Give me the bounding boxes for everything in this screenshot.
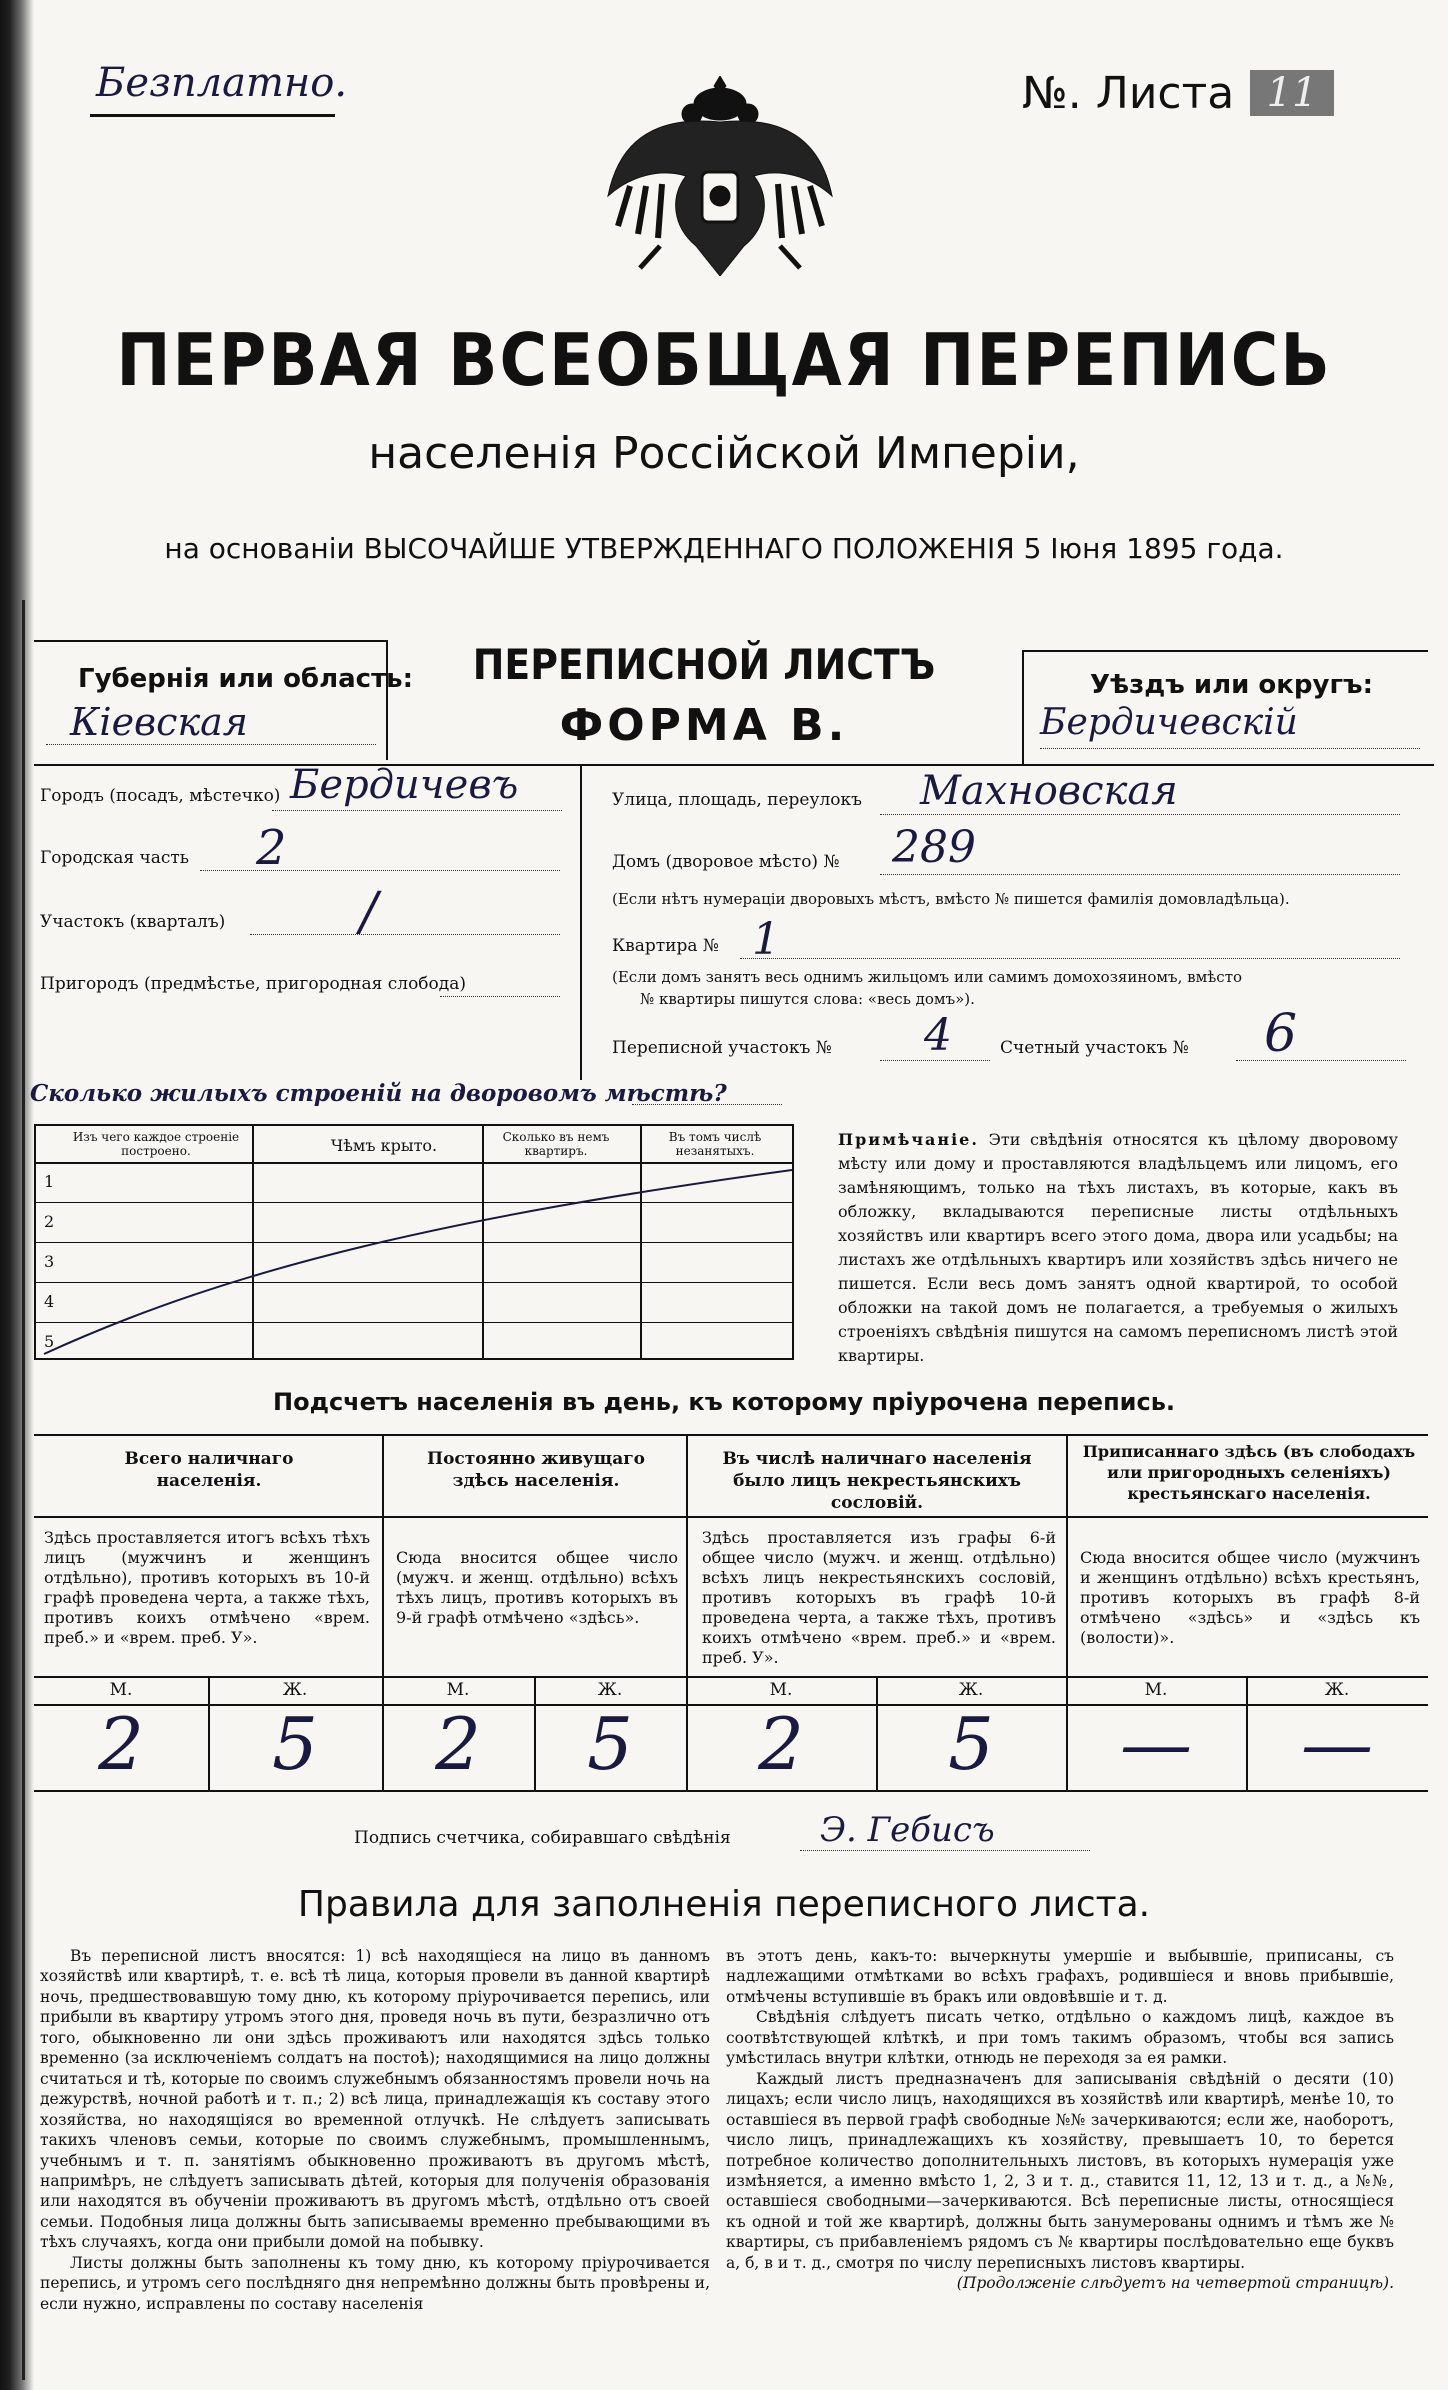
suburb-label: Пригородъ (предмѣстье, пригородная слобода) — [40, 974, 467, 994]
apartment-dots — [740, 958, 1400, 959]
pop-f-label-2: Ж. — [597, 1680, 623, 1700]
pop-col-3-head: Въ числѣ наличнаго населенія было лицъ некрестьянскихъ сословій. — [722, 1449, 1032, 1514]
buildings-note-text: Эти свѣдѣнія относятся къ цѣлому дворовому мѣсту или дому и проставляются владѣльцемъ или лицомъ, его замѣняющимъ, только на тѣхъ листахъ, въ которые, какъ въ обложку, вкладываются переписные листы отдѣльныхъ хозяйствъ или квартиръ всего этого дома, двора или усадьбы; на листахъ же отдѣльныхъ квартиръ или хозяйствъ здѣсь ничего не пишется. Если весь домъ занятъ одной квартирой, то особой обложки на такой домъ не полагается, а требуемыя о жилыхъ строеніяхъ свѣдѣнія пишутся на самомъ переписномъ листѣ этой квартиры. — [838, 1130, 1398, 1365]
district-value: / — [360, 882, 378, 942]
pop-value-4-m: — — [1120, 1702, 1192, 1786]
pop-f-label-4: Ж. — [1324, 1680, 1350, 1700]
buildings-question: Сколько жилыхъ строеній на дворовомъ мѣстѣ? — [30, 1080, 727, 1107]
street-label: Улица, площадь, переулокъ — [612, 790, 862, 810]
pop-mf-line — [34, 1676, 1428, 1678]
rules-left-text: Въ переписной листъ вносятся: 1) всѣ находящіеся на лицо въ данномъ хозяйствѣ или квартирѣ, т. е. всѣ тѣ лица, которыя провели въ данной квартирѣ ночь, предшествовавшую тому дню, къ которому пріурочивается перепись, или прибыли въ квартиру утромъ этого дня, проведя ночь въ пути, безразлично отъ того, обыкновенно ли они здѣсь проживаютъ или находятся здѣсь только временно (за исключеніемъ солдатъ на постоѣ); находящимися на лицо должны считаться и тѣ, которые по своимъ служебнымъ обязанностямъ провели ночь на дежурствѣ, ночной работѣ и т. п.; 2) всѣ лица, принадлежащія къ составу этого хозяйства, но находящіяся во временной отлучкѣ. Не слѣдуетъ записывать такихъ членовъ семьи, которые по своимъ служебнымъ, промышленнымъ, учебнымъ и т. п. занятіямъ обыкновенно проживаютъ въ другомъ мѣстѣ, напримѣръ, не слѣдуетъ записывать дѣтей, которыя для полученія образованія или находятся въ обученіи проживаютъ въ другомъ мѣстѣ, отдѣльно отъ своей семьи. Подобныя лица должны быть записываемы временно пребывающими въ тѣхъ случаяхъ, когда они прибыли домой на побывку. — [40, 1947, 710, 2252]
street-value: Махновская — [920, 768, 1178, 814]
uezd-dots — [1040, 748, 1420, 749]
pop-value-3-m: 2 — [758, 1702, 804, 1786]
rules-right-text-2: Свѣдѣнія слѣдуетъ писать четко, отдѣльно о каждомъ лицѣ, каждое въ соотвѣтствующей клѣткѣ, и при томъ такимъ образомъ, чтобы вся запись умѣстилась внутри клѣтки, отнюдь не переходя за ея рамки. — [726, 2008, 1394, 2068]
buildings-col-2-head: Чѣмъ крыто. — [330, 1136, 438, 1155]
count-area-value: 6 — [1264, 1004, 1298, 1064]
gubernia-dots — [46, 744, 376, 745]
form-box-right-divider — [1022, 650, 1024, 766]
pop-m-label-1: М. — [109, 1680, 133, 1700]
pop-value-4-f: — — [1301, 1702, 1373, 1786]
free-label-underline — [90, 114, 335, 117]
buildings-col-1-head: Изъ чего каждое строеніе построено. — [72, 1130, 240, 1159]
buildings-row-2: 2 — [44, 1212, 55, 1231]
suburb-dots — [440, 996, 560, 997]
house-value: 289 — [892, 822, 976, 873]
rules-right-text-1: въ этотъ день, какъ-то: вычеркнуты умершіе и выбывшіе, приписаны, съ надлежащими отмѣтками во всѣхъ графахъ, родившіеся и вновь прибывшіе, отмѣчены вступившіе въ бракъ или овдовѣвшіе и т. д. — [726, 1947, 1394, 2006]
house-note: (Если нѣтъ нумераціи дворовыхъ мѣстъ, вмѣсто № пишется фамилія домовладѣльца). — [612, 890, 1290, 908]
imperial-eagle-emblem — [600, 76, 840, 276]
buildings-row-5: 5 — [44, 1332, 55, 1351]
gubernia-value: Кіевская — [70, 700, 248, 744]
apartment-label: Квартира № — [612, 936, 719, 956]
buildings-note — [838, 1128, 1398, 1368]
population-table — [34, 1434, 1428, 1792]
district-dots — [250, 934, 560, 935]
pop-col-2-body: Сюда вносится общее число (мужч. и женщ. отдѣльно) всѣхъ тѣхъ лицъ, противъ которыхъ въ 9-й графѣ отмѣчено «здѣсь». — [396, 1548, 678, 1627]
pop-value-2-m: 2 — [435, 1702, 481, 1786]
district-label: Участокъ (кварталъ) — [40, 912, 226, 932]
sheet-number-label: №. Листа — [1022, 68, 1235, 119]
city-label: Городъ (посадъ, мѣстечко) — [40, 786, 281, 806]
city-part-value: 2 — [256, 820, 287, 876]
basis-line: на основаніи ВЫСОЧАЙШЕ УТВЕРЖДЕННАГО ПОЛОЖЕНІЯ 5 Іюня 1895 года. — [164, 532, 1284, 565]
pop-m-label-3: М. — [769, 1680, 793, 1700]
apartment-note-1: (Если домъ занятъ весь однимъ жильцомъ или самимъ домохозяиномъ, вмѣсто — [612, 968, 1243, 986]
rules-left-column — [40, 1946, 710, 2314]
pop-value-3-f: 5 — [948, 1702, 994, 1786]
census-area-value: 4 — [924, 1010, 952, 1061]
city-value: Бердичевъ — [290, 762, 519, 808]
buildings-row-1: 1 — [44, 1172, 55, 1191]
signature-label: Подпись счетчика, собиравшаго свѣдѣнія — [354, 1828, 731, 1848]
sheet-title: ПЕРЕПИСНОЙ ЛИСТЪ — [472, 640, 936, 689]
pop-col-4-body: Сюда вносится общее число (мужчинъ и женщинъ отдѣльно) всѣхъ крестьянъ, противъ которыхъ въ графѣ 8-й отмѣчено «здѣсь» и «здѣсь къ (волости)». — [1080, 1548, 1420, 1647]
street-dots — [880, 814, 1400, 815]
census-area-label: Переписной участокъ № — [612, 1038, 832, 1058]
buildings-col-3-head: Сколько въ немъ квартиръ. — [502, 1130, 610, 1159]
house-dots — [880, 874, 1400, 875]
pop-col-1-body: Здѣсь проставляется итогъ всѣхъ тѣхъ лицъ (мужчинъ и женщинъ отдѣльно), противъ которыхъ въ 10-й графѣ проведена черта, а также тѣхъ, противъ коихъ отмѣчено «врем. преб.» и «врем. преб. У». — [44, 1528, 370, 1647]
rules-right-text-3: Каждый листъ предназначенъ для записыванія свѣдѣній о десяти (10) лицахъ; если число лицъ, находящихся въ хозяйствѣ или квартирѣ, менѣе 10, то оставшіеся въ первой графѣ свободные №№ зачеркиваются; если же, наоборотъ, число лицъ, принадлежащихъ къ хозяйству, превышаетъ 10, то берется потребное количество дополнительныхъ листовъ, въ которыхъ нумерація уже измѣняется, а именно вмѣсто 1, 2, 3 и т. д., ставится 11, 12, 13 и т. д., а №№, оставшіеся свободными—зачеркиваются. Всѣ переписные листы, относящіеся къ одной и той же квартирѣ, должны быть занумерованы однимъ и тѣмъ же № квартиры, съ прибавленіемъ рядомъ съ № квартиры послѣдовательно еще буквъ а, б, в и т. д., смотря по числу переписныхъ листовъ квартиры. — [726, 2069, 1394, 2272]
house-label: Домъ (дворовое мѣсто) № — [612, 852, 840, 872]
pop-value-1-f: 5 — [272, 1702, 318, 1786]
city-part-dots — [200, 870, 560, 871]
gubernia-label: Губернія или область: — [78, 664, 413, 694]
pop-f-label-1: Ж. — [282, 1680, 308, 1700]
apartment-value: 1 — [752, 914, 780, 965]
binding-margin-line — [22, 600, 25, 2380]
free-label: Безплатно. — [96, 60, 348, 106]
buildings-table — [34, 1124, 794, 1360]
rules-left-text-2: Листы должны быть заполнены къ тому дню, къ которому пріурочивается перепись, и утромъ сего послѣдняго дня непремѣнно должны быть провѣрены и, если нужно, исправлены по составу населенія — [40, 2253, 710, 2313]
pop-col-1-head: Всего наличнаго населенія. — [124, 1449, 294, 1492]
pop-col-4-head: Приписаннаго здѣсь (въ слободахъ или пригородныхъ селеніяхъ) крестьянскаго населенія. — [1082, 1442, 1416, 1503]
buildings-note-head: Примѣчаніе. — [838, 1130, 979, 1149]
pop-value-2-f: 5 — [587, 1702, 633, 1786]
count-area-dots — [1236, 1060, 1406, 1061]
pop-m-label-4: М. — [1144, 1680, 1168, 1700]
apartment-note-2: № квартиры пишутся слова: «весь домъ»). — [640, 990, 975, 1008]
rules-right-column — [726, 1946, 1394, 2294]
sheet-number-value: 11 — [1250, 70, 1334, 116]
pop-f-label-3: Ж. — [958, 1680, 984, 1700]
pop-m-label-2: М. — [446, 1680, 470, 1700]
buildings-question-dots — [632, 1104, 782, 1105]
address-divider — [580, 764, 582, 1080]
main-title: ПЕРВАЯ ВСЕОБЩАЯ ПЕРЕПИСЬ — [116, 318, 1332, 402]
buildings-row-3: 3 — [44, 1252, 55, 1271]
form-label: ФОРМА В. — [559, 700, 849, 751]
buildings-strikeout-line — [36, 1126, 792, 1358]
pop-head-line — [34, 1516, 1428, 1518]
form-box-top-left — [34, 640, 386, 642]
city-dots — [272, 810, 562, 811]
uezd-value: Бердичевскій — [1040, 702, 1298, 743]
rules-continued: (Продолженіе слѣдуетъ на четвертой страницѣ). — [956, 2274, 1394, 2293]
form-box-bottom — [34, 764, 1434, 766]
pop-col-3-body: Здѣсь проставляется изъ графы 6-й общее число (мужч. и женщ. отдѣльно) всѣхъ лицъ некрестьянскихъ сословій, противъ которыхъ въ графѣ 10-й проведена черта, а также тѣхъ, противъ коихъ отмѣчено «врем. преб.» и «врем. преб. У». — [702, 1528, 1056, 1667]
buildings-col-4-head: Въ томъ числѣ незанятыхъ. — [668, 1130, 762, 1159]
form-box-top-right — [1022, 650, 1428, 652]
uezd-label: Уѣздъ или округъ: — [1090, 670, 1373, 700]
population-title: Подсчетъ населенія въ день, къ которому пріурочена перепись. — [273, 1388, 1175, 1416]
signature-value: Э. Гебисъ — [820, 1810, 995, 1850]
rules-title: Правила для заполненія переписного листа. — [297, 1884, 1151, 1925]
city-part-label: Городская часть — [40, 848, 190, 868]
pop-col-2-head: Постоянно живущаго здѣсь населенія. — [427, 1449, 645, 1492]
census-area-dots — [880, 1060, 990, 1061]
buildings-row-4: 4 — [44, 1292, 55, 1311]
count-area-label: Счетный участокъ № — [1000, 1038, 1189, 1058]
pop-value-1-m: 2 — [98, 1702, 144, 1786]
subtitle: населенія Россійской Имперіи, — [368, 428, 1080, 479]
signature-dots — [800, 1850, 1090, 1851]
